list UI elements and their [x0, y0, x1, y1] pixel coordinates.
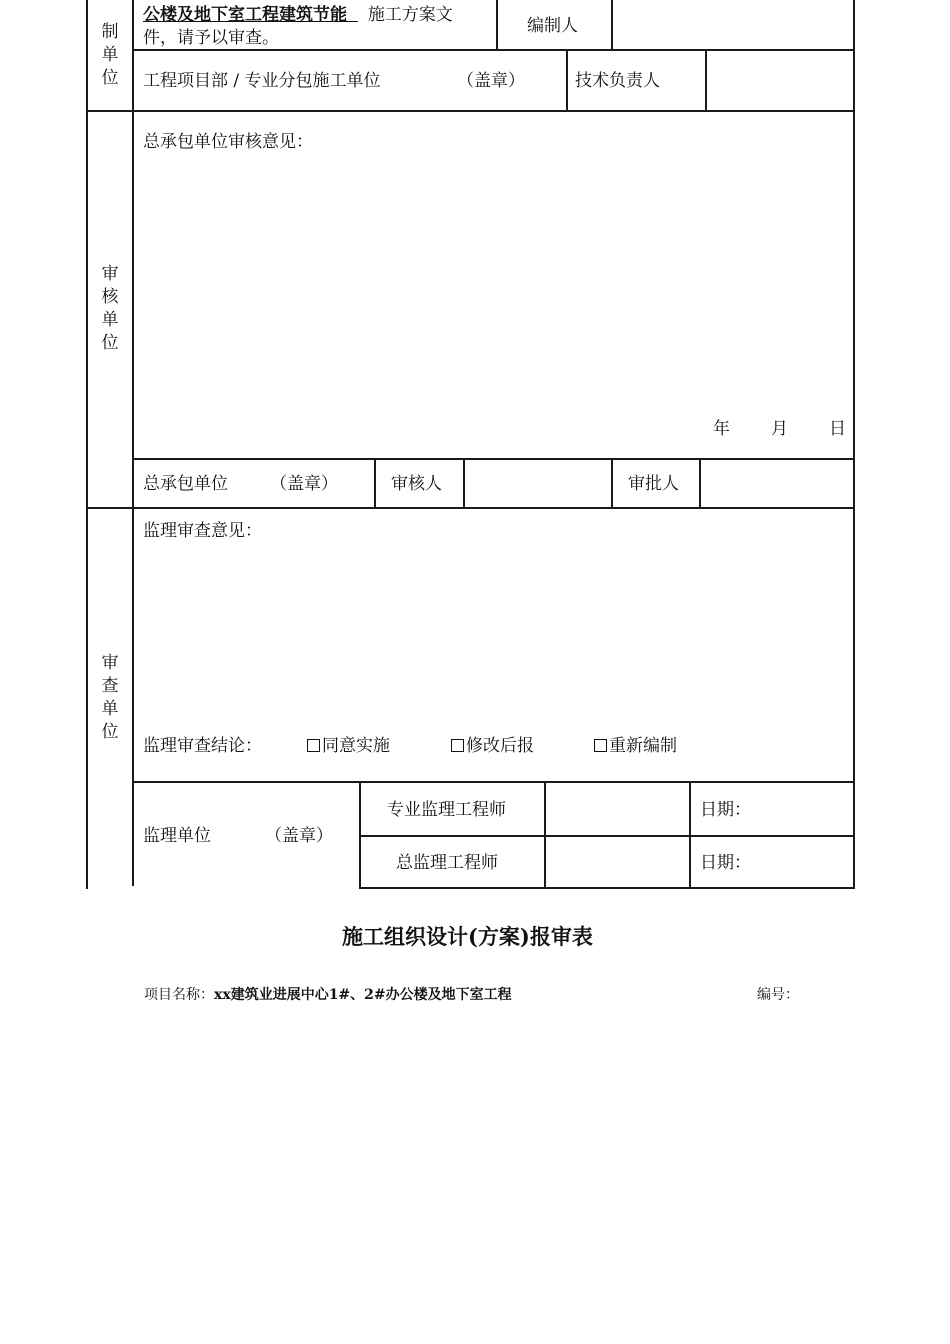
supervision-seal: （盖章）: [265, 826, 333, 846]
section-divider: [86, 507, 854, 509]
col-divider: [566, 49, 568, 110]
date-month: 月: [771, 419, 788, 439]
col-divider: [611, 458, 613, 508]
date-day: 日: [829, 419, 846, 439]
supervision-opinion-field[interactable]: [134, 545, 852, 725]
document-description: [143, 4, 453, 26]
section-label-prep: 制单位: [101, 22, 119, 88]
conclusion-label: 监理审查结论：: [143, 736, 262, 756]
table-border-right: [853, 0, 855, 889]
tech-lead-label: 技术负责人: [575, 71, 660, 91]
project-value: xx建筑业进展中心1#、2#办公楼及地下室工程: [214, 987, 512, 1003]
option-redo-label: 重新编制: [609, 736, 677, 756]
section-label-inspect: 审查单位: [101, 653, 119, 742]
section-label-review: 审核单位: [101, 264, 119, 353]
option-redo[interactable]: [594, 735, 677, 757]
chief-engineer-label: 总监理工程师: [396, 853, 498, 873]
contractor-opinion-label: 总承包单位审核意见：: [143, 132, 313, 152]
option-approve-label: 同意实施: [322, 736, 390, 756]
underline-spacer: [347, 5, 358, 25]
reviewer-label: 审核人: [391, 474, 442, 494]
option-revise-label: 修改后报: [466, 736, 534, 756]
checkbox-icon[interactable]: [451, 739, 464, 752]
checkbox-icon[interactable]: [594, 739, 607, 752]
document-description-line2: 件，请予以审查。: [143, 28, 279, 48]
contractor-seal: （盖章）: [270, 474, 338, 494]
section-divider: [86, 110, 854, 112]
col-divider: [496, 0, 498, 50]
option-approve[interactable]: [307, 735, 390, 757]
table-border-left: [86, 0, 88, 889]
row-divider: [132, 781, 854, 783]
doc-suffix: 施工方案文: [367, 5, 453, 25]
chief-engineer-field[interactable]: [546, 837, 688, 886]
supervision-opinion-label: 监理审查意见：: [143, 521, 262, 541]
option-revise[interactable]: [451, 735, 534, 757]
col-divider: [374, 458, 376, 508]
approver-field[interactable]: [701, 460, 852, 506]
supervision-unit-label: 监理单位: [143, 826, 211, 846]
table-bottom: [359, 887, 855, 889]
reviewer-field[interactable]: [465, 460, 610, 506]
project-line: [144, 984, 512, 1004]
approver-label: 审批人: [628, 474, 679, 494]
engineer-field[interactable]: [546, 783, 688, 834]
project-label: 项目名称：: [144, 987, 214, 1003]
project-name-fragment: 公楼及地下室工程建筑节能: [143, 5, 347, 25]
form-title: 施工组织设计(方案)报审表: [342, 924, 593, 949]
checkbox-icon[interactable]: [307, 739, 320, 752]
chief-date-label: 日期：: [700, 853, 751, 873]
date-year: 年: [713, 419, 730, 439]
contractor-opinion-field[interactable]: [134, 156, 852, 406]
number-label: 编号：: [757, 987, 799, 1003]
dept-seal: （盖章）: [457, 71, 525, 91]
contractor-label: 总承包单位: [143, 474, 228, 494]
compiler-label: 编制人: [527, 16, 578, 36]
tech-lead-field[interactable]: [707, 51, 852, 109]
side-column-divider: [132, 0, 134, 886]
compiler-field[interactable]: [613, 1, 852, 48]
engineer-date-label: 日期：: [700, 800, 751, 820]
dept-label: 工程项目部 / 专业分包施工单位: [143, 71, 381, 91]
engineer-label: 专业监理工程师: [387, 800, 506, 820]
